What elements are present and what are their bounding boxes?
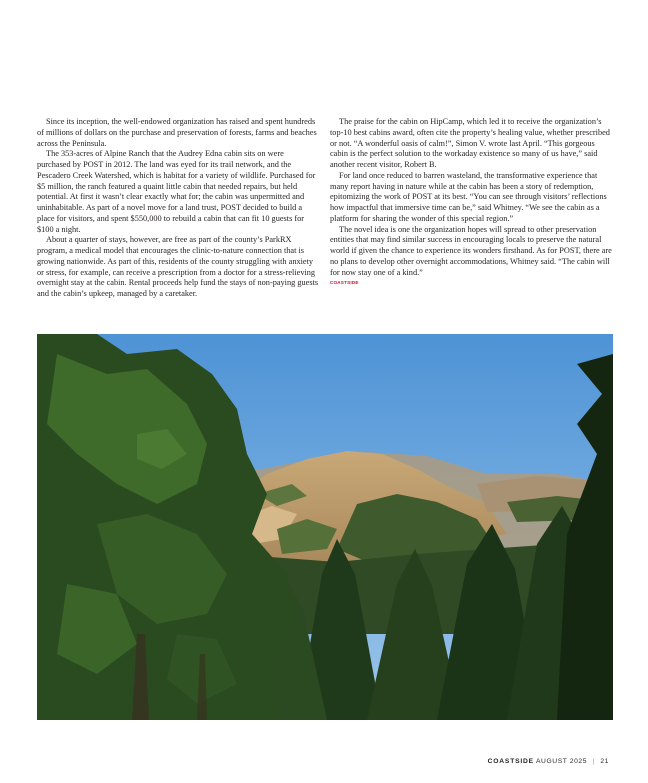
article-column-right xyxy=(330,117,613,286)
paragraph: For land once reduced to barren wasteland, the transformative experience that many report having in nature while at the cabin has been a story of redemption, epitomizing the work of POST at its best. “You can see through visitors’ reflections how impactful that immersive time can be,” said Whitney. “We see the cabin as a platform for sharing the wonder of this special region.” xyxy=(330,170,607,223)
paragraph: Since its inception, the well-endowed organization has raised and spent hundreds of millions of dollars on the purchase and preservation of forests, farms and beaches across the Peninsula. xyxy=(37,117,317,148)
paragraph: The praise for the cabin on HipCamp, which led it to receive the organization’s top-10 best cabins award, often cite the property’s healing value, whether prescribed or not. “A wonderful oasis of calm!”, Simon V. wrote last April. “This gorgeous cabin is the perfect solution to the workaday existence so many of us have,” said another recent visitor, Robert B. xyxy=(330,117,610,169)
paragraph: The novel idea is one the organization hopes will spread to other preservation entities that may find similar success in encouraging locals to preserve the natural world if given the chance to experience its wonders firsthand. As for POST, there are no plans to develop other overnight accommodations, Whitney said. “The cabin will for now stay one of a kind.” xyxy=(330,224,612,277)
photo-illustration xyxy=(37,334,613,720)
paragraph: About a quarter of stays, however, are free as part of the county’s ParkRX program, a medical model that encourages the clinic-to-nature connection that is growing nationwide. As part of this, residents of the county struggling with anxiety or stress, for example, can receive a prescription from a doctor for a stress-relieving overnight stay at the cabin. Rental proceeds help fund the stays of non-paying guests and the cabin’s upkeep, managed by a caretaker. xyxy=(37,235,319,298)
issue-date: AUGUST 2025 xyxy=(535,758,588,765)
paragraph: The 353-acres of Alpine Ranch that the Audrey Edna cabin sits on were purchased by POST in 2012. The land was eyed for its trail network, and the Pescadero Creek Watershed, which is habitat for a variety of wildlife. Purchased for $5 million, the ranch featured a quaint little cabin that needed repairs, but held potential. At first it wasn’t clear exactly what for; the cabin was unpermitted and uninhabitable. As part of a novel move for a land trust, POST decided to build a place for visitors, and spent $550,000 to rebuild a cabin that can fit 10 guests for $100 a night. xyxy=(37,149,316,234)
page-folio xyxy=(488,758,609,765)
end-mark-logo: COASTSIDE xyxy=(330,280,359,286)
landscape-photo xyxy=(37,334,613,720)
magazine-name: COASTSIDE xyxy=(487,758,534,765)
page-number: 21 xyxy=(600,758,609,765)
article-column-left xyxy=(37,117,319,300)
folio-separator: | xyxy=(592,758,595,765)
